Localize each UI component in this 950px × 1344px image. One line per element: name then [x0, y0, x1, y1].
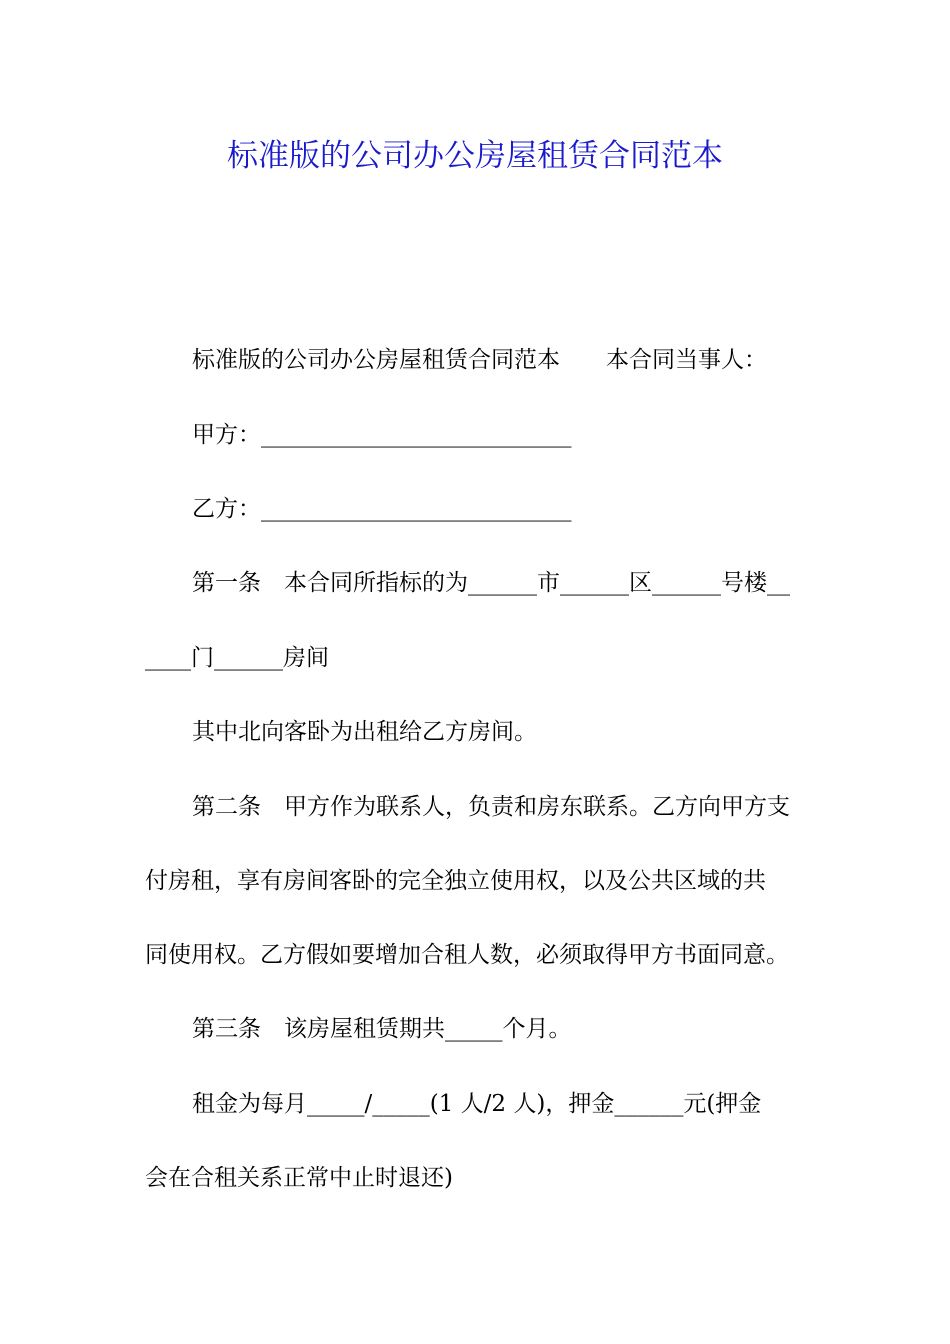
party-b-line: 乙方：___________________________ [192, 496, 572, 522]
document-title: 标准版的公司办公房屋租赁合同范本 [227, 138, 723, 174]
article-3-line: 第三条 该房屋租赁期共_____个月。 [192, 1016, 572, 1042]
article-2-line-2: 付房租，享有房间客卧的完全独立使用权，以及公共区域的共 [145, 868, 766, 894]
article-2-line-1: 第二条 甲方作为联系人，负责和房东联系。乙方向甲方支 [192, 794, 790, 820]
article-2-line-3: 同使用权。乙方假如要增加合租人数，必须取得甲方书面同意。 [145, 942, 789, 968]
party-a-line: 甲方：___________________________ [192, 422, 572, 448]
rent-line-2: 会在合租关系正常中止时退还) [145, 1165, 453, 1191]
room-description-line: 其中北向客卧为出租给乙方房间。 [192, 719, 537, 745]
article-1-line-1: 第一条 本合同所指标的为______市______区______号楼__ [192, 570, 790, 596]
article-1-line-2: ____门______房间 [145, 645, 329, 671]
intro-line: 标准版的公司办公房屋租赁合同范本 本合同当事人： [192, 347, 767, 373]
rent-line-1: 租金为每月_____/_____(1 人/2 人)，押金______元(押金 [192, 1091, 762, 1117]
